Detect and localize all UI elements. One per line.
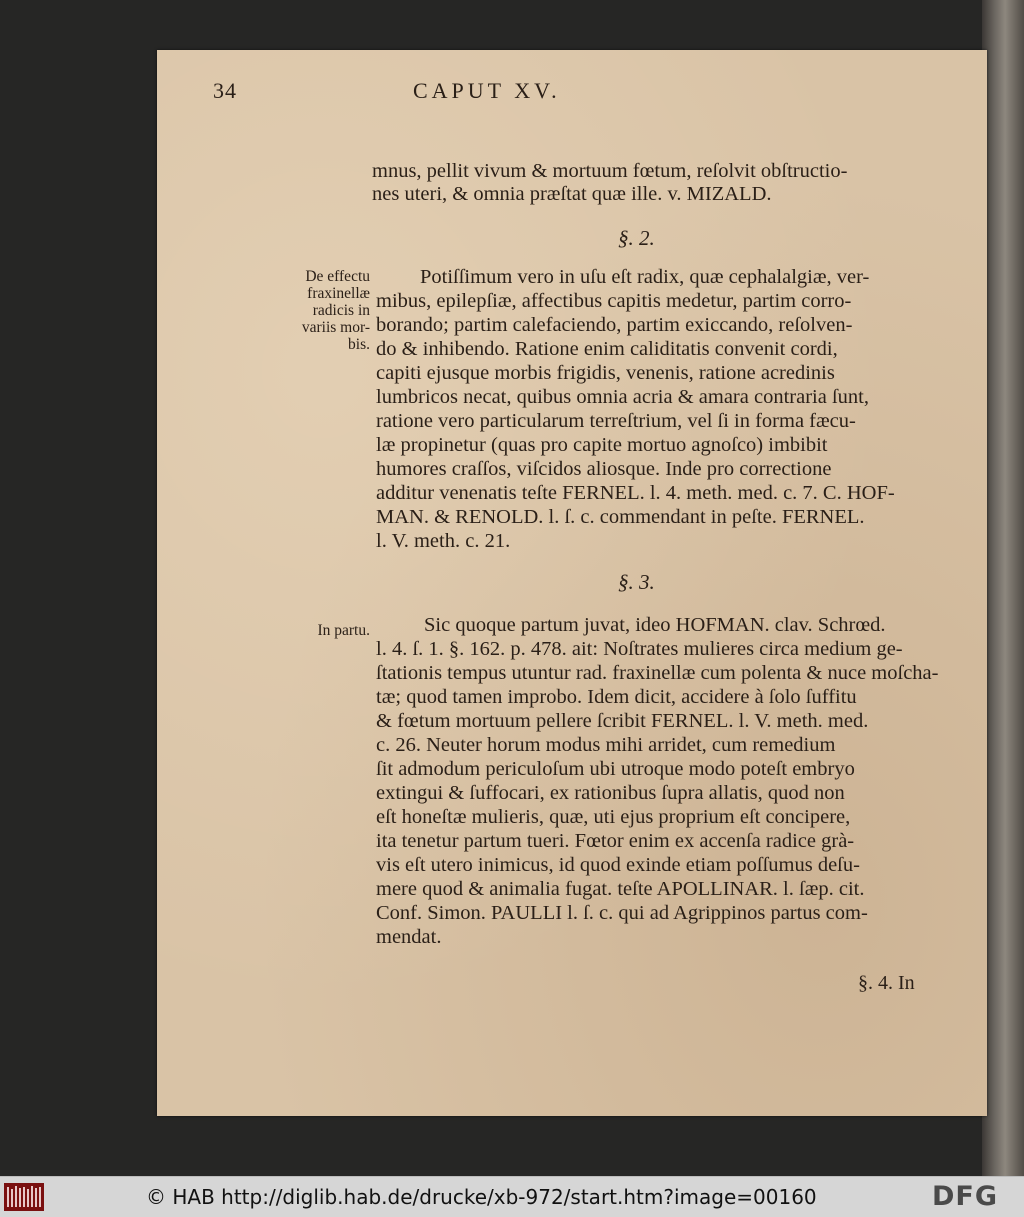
text-line: l. 4. ſ. 1. §. 162. p. 478. ait: Noſtrates mulieres circa medium ge- [376, 638, 903, 660]
text-line: eſt honeſtæ mulieris, quæ, uti ejus proprium eſt concipere, [376, 806, 851, 828]
dfg-logo: DFG [932, 1181, 999, 1212]
section-marker: §. 2. [618, 226, 655, 250]
text-line: ita tenetur partum tueri. Fœtor enim ex accenſa radice grà- [376, 830, 855, 852]
margin-note-line: bis. [348, 336, 370, 353]
text-line: ſtationis tempus utuntur rad. fraxinellæ cum polenta & nuce moſcha- [376, 662, 939, 684]
running-head-title: CAPUT XV. [413, 78, 561, 103]
text-line: Potiſſimum vero in uſu eſt radix, quæ cephalalgiæ, ver- [420, 266, 870, 288]
page-number: 34 [213, 78, 237, 103]
text-line: tæ; quod tamen improbo. Idem dicit, accidere à ſolo ſuffitu [376, 686, 857, 708]
text-line: extingui & ſuffocari, ex rationibus ſupra allatis, quod non [376, 782, 845, 804]
text-line: mnus, pellit vivum & mortuum fœtum, reſolvit obſtructio- [372, 160, 848, 182]
margin-note: In partu. [317, 622, 370, 639]
text-line: lumbricos necat, quibus omnia acria & amara contraria ſunt, [376, 386, 869, 408]
text-line: Conf. Simon. PAULLI l. ſ. c. qui ad Agrippinos partus com- [376, 902, 868, 924]
margin-note [282, 268, 370, 353]
text-line: Sic quoque partum juvat, ideo HOFMAN. clav. Schrœd. [424, 614, 886, 636]
text-line: do & inhibendo. Ratione enim caliditatis convenit cordi, [376, 338, 838, 360]
text-line: MAN. & RENOLD. l. ſ. c. commendant in peſte. FERNEL. [376, 506, 865, 528]
text-line: humores craſſos, viſcidos aliosque. Inde pro correctione [376, 458, 832, 480]
text-line: borando; partim calefaciendo, partim exiccando, reſolven- [376, 314, 853, 336]
viewer-footer [0, 1176, 1024, 1217]
text-line: ratione vero particularum terreſtrium, vel ſi in forma fæcu- [376, 410, 856, 432]
text-line: mendat. [376, 926, 442, 948]
book-page [157, 50, 987, 1116]
text-line: nes uteri, & omnia præſtat quæ ille. v. MIZALD. [372, 183, 772, 205]
text-line: vis eſt utero inimicus, id quod exinde etiam poſſumus deſu- [376, 854, 860, 876]
margin-note-line: fraxinellæ [307, 285, 370, 302]
text-line: c. 26. Neuter horum modus mihi arridet, cum remedium [376, 734, 836, 756]
catchword: §. 4. In [858, 972, 915, 994]
margin-note-line: De effectu [305, 268, 370, 285]
text-line: capiti ejusque morbis frigidis, venenis, ratione acredinis [376, 362, 835, 384]
margin-note-line: variis mor- [301, 319, 370, 336]
copyright-link[interactable]: © HAB http://diglib.hab.de/drucke/xb-972/start.htm?image=00160 [146, 1185, 817, 1209]
hab-library-icon[interactable] [4, 1183, 44, 1211]
section-marker: §. 3. [618, 570, 655, 594]
text-line: mere quod & animalia fugat. teſte APOLLINAR. l. ſæp. cit. [376, 878, 865, 900]
adjacent-page-edge [982, 0, 1024, 1176]
margin-note-line: radicis in [312, 302, 370, 319]
text-line: mibus, epilepſiæ, affectibus capitis medetur, partim corro- [376, 290, 852, 312]
text-line: additur venenatis teſte FERNEL. l. 4. meth. med. c. 7. C. HOF- [376, 482, 895, 504]
text-line: l. V. meth. c. 21. [376, 530, 511, 552]
text-line: læ propinetur (quas pro capite mortuo agnoſco) imbibit [376, 434, 828, 456]
running-header [213, 78, 733, 108]
text-line: & fœtum mortuum pellere ſcribit FERNEL. l. V. meth. med. [376, 710, 869, 732]
text-line: ſit admodum periculoſum ubi utroque modo poteſt embryo [376, 758, 855, 780]
